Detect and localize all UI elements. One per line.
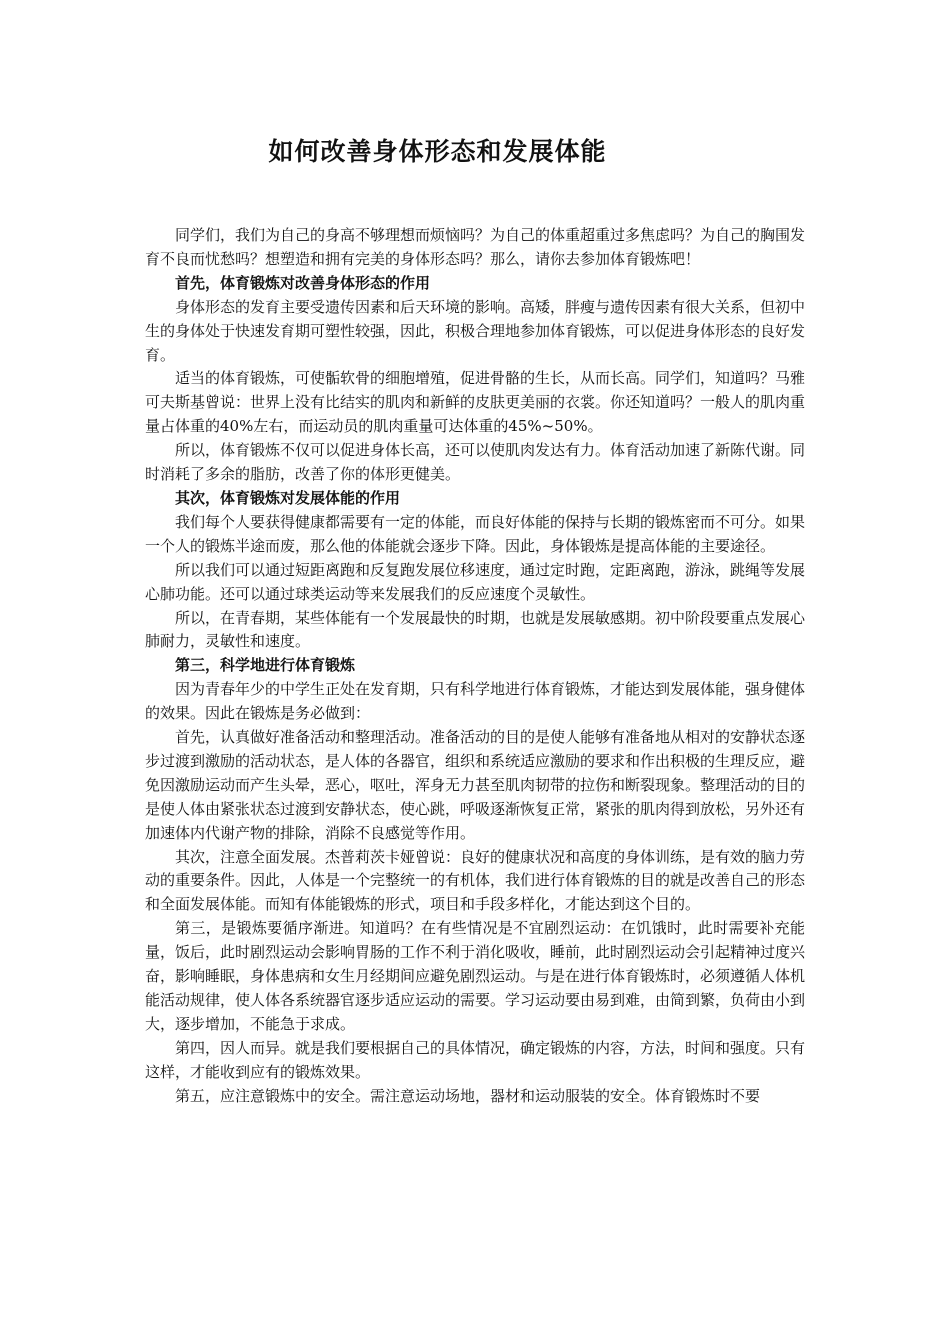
section-heading: 其次，体育锻炼对发展体能的作用: [175, 488, 401, 507]
paragraph: 第三，是锻炼要循序渐进。知道吗？在有些情况是不宜剧烈运动：在饥饿时，此时需要补充能量，饭后，此时剧烈运动会影响胃肠的工作不利于消化吸收，睡前，此时剧烈运动会引起精神过度兴奋，影响睡眠，身体患病和女生月经期间应避免剧烈运动。与是在进行体育锻炼时，必须遵循人体机能活动规律，使人体各系统器官逐步适应运动的需要。学习运动要由易到难，由简到繁，负荷由小到大，逐步增加，不能急于求成。: [145, 919, 806, 1033]
paragraph: 所以我们可以通过短距离跑和反复跑发展位移速度，通过定时跑，定距离跑，游泳，跳绳等发展心肺功能。还可以通过球类运动等来发展我们的反应速度个灵敏性。: [145, 560, 806, 603]
paragraph: 首先，认真做好准备活动和整理活动。准备活动的目的是使人能够有准备地从相对的安静状态逐步过渡到激励的活动状态，是人体的各器官，组织和系统适应激励的要求和作出积极的生理反应，避免因激励运动而产生头晕，恶心，呕吐，浑身无力甚至肌肉韧带的拉伤和断裂现象。整理活动的目的是使人体由紧张状态过渡到安静状态，使心跳，呼吸逐渐恢复正常，紧张的肌肉得到放松，另外还有加速体内代谢产物的排除，消除不良感觉等作用。: [145, 728, 806, 842]
paragraph: 第四，因人而异。就是我们要根据自己的具体情况，确定锻炼的内容，方法，时间和强度。只有这样，才能收到应有的锻炼效果。: [145, 1038, 806, 1081]
section-heading: 第三，科学地进行体育锻炼: [175, 656, 356, 675]
paragraph: 所以，体育锻炼不仅可以促进身体长高，还可以使肌肉发达有力。体育活动加速了新陈代谢。同时消耗了多余的脂肪，改善了你的体形更健美。: [145, 441, 806, 484]
paragraph: 我们每个人要获得健康都需要有一定的体能，而良好体能的保持与长期的锻炼密而不可分。如果一个人的锻炼半途而废，那么他的体能就会逐步下降。因此，身体锻炼是提高体能的主要途径。: [145, 512, 806, 555]
paragraph: 适当的体育锻炼，可使骺软骨的细胞增殖，促进骨骼的生长，从而长高。同学们，知道吗？马雅可夫斯基曾说：世界上没有比结实的肌肉和新鲜的皮肤更美丽的衣裳。你还知道吗？一般人的肌肉重量占体重的40%左右，而运动员的肌肉重量可达体重的45%~50%。: [145, 369, 806, 436]
paragraph: 所以，在青春期，某些体能有一个发展最快的时期，也就是发展敏感期。初中阶段要重点发展心肺耐力，灵敏性和速度。: [145, 608, 806, 651]
paragraph: 其次，注意全面发展。杰普莉茨卡娅曾说：良好的健康状况和高度的身体训练，是有效的脑力劳动的重要条件。因此，人体是一个完整统一的有机体，我们进行体育锻炼的目的就是改善自己的形态和全面发展体能。而知有体能锻炼的形式，项目和手段多样化，才能达到这个目的。: [145, 847, 806, 914]
section-heading: 首先，体育锻炼对改善身体形态的作用: [175, 273, 431, 292]
paragraph: 身体形态的发育主要受遗传因素和后天环境的影响。高矮，胖瘦与遗传因素有很大关系，但初中生的身体处于快速发育期可塑性较强，因此，积极合理地参加体育锻炼，可以促进身体形态的良好发育。: [145, 297, 806, 364]
document-title: 如何改善身体形态和发展体能: [268, 137, 607, 166]
paragraph: 第五，应注意锻炼中的安全。需注意运动场地，器材和运动服装的安全。体育锻炼时不要: [175, 1086, 761, 1105]
document-body: [145, 224, 805, 1109]
paragraph: 同学们，我们为自己的身高不够理想而烦恼吗？为自己的体重超重过多焦虑吗？为自己的胸围发育不良而忧愁吗？想塑造和拥有完美的身体形态吗？那么，请你去参加体育锻炼吧！: [145, 226, 806, 268]
paragraph: 因为青春年少的中学生正处在发育期，只有科学地进行体育锻炼，才能达到发展体能，强身健体的效果。因此在锻炼是务必做到：: [145, 680, 806, 723]
